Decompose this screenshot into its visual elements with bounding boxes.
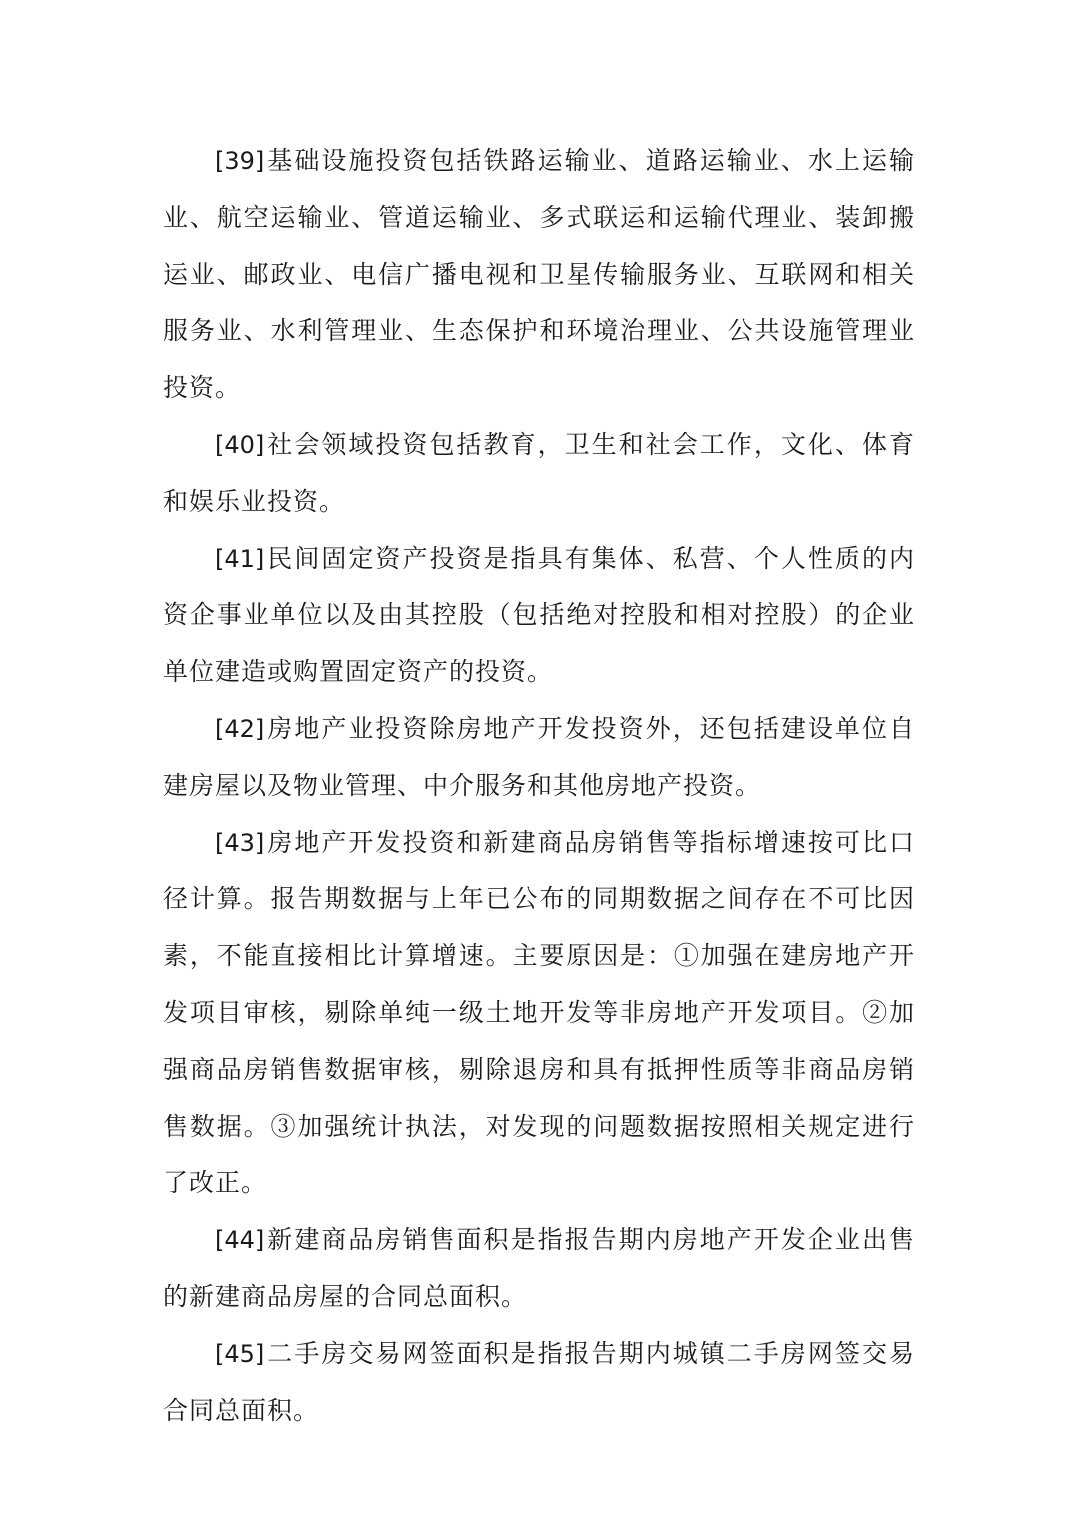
note-paragraph-40 xyxy=(163,417,915,531)
note-text-43: 房地产开发投资和新建商品房销售等指标增速按可比口径计算。报告期数据与上年已公布的同期数据之间存在不可比因素，不能直接相比计算增速。主要原因是：①加强在建房地产开发项目审核，剔除单纯一级土地开发等非房地产开发项目。②加强商品房销售数据审核，剔除退房和具有抵押性质等非商品房销售数据。③加强统计执法，对发现的问题数据按照相关规定进行了改正。 xyxy=(163,827,915,1198)
note-ref-44: [44] xyxy=(215,1226,265,1255)
notes-text-block xyxy=(163,133,915,1439)
note-ref-42: [42] xyxy=(215,714,265,743)
note-text-42: 房地产业投资除房地产开发投资外，还包括建设单位自建房屋以及物业管理、中介服务和其他房地产投资。 xyxy=(163,713,915,800)
note-ref-40: [40] xyxy=(215,430,265,459)
note-ref-39: [39] xyxy=(215,147,265,175)
note-paragraph-45 xyxy=(163,1326,915,1440)
note-text-45: 二手房交易网签面积是指报告期内城镇二手房网签交易合同总面积。 xyxy=(163,1338,915,1425)
note-ref-43: [43] xyxy=(215,828,265,857)
note-paragraph-42 xyxy=(163,701,915,815)
note-paragraph-44 xyxy=(163,1212,915,1326)
note-text-44: 新建商品房销售面积是指报告期内房地产开发企业出售的新建商品房屋的合同总面积。 xyxy=(163,1225,915,1311)
note-text-40: 社会领域投资包括教育，卫生和社会工作，文化、体育和娱乐业投资。 xyxy=(163,429,915,516)
note-text-39: 基础设施投资包括铁路运输业、道路运输业、水上运输业、航空运输业、管道运输业、多式联运和运输代理业、装卸搬运业、邮政业、电信广播电视和卫星传输服务业、互联网和相关服务业、水利管理业、生态保护和环境治理业、公共设施管理业投资。 xyxy=(163,146,915,403)
note-text-41: 民间固定资产投资是指具有集体、私营、个人性质的内资企事业单位以及由其控股（包括绝对控股和相对控股）的企业单位建造或购置固定资产的投资。 xyxy=(163,543,915,687)
note-paragraph-43 xyxy=(163,815,915,1213)
note-paragraph-41 xyxy=(163,531,915,701)
note-paragraph-39 xyxy=(163,133,915,417)
note-ref-41: [41] xyxy=(215,544,265,573)
note-ref-45: [45] xyxy=(215,1339,265,1368)
